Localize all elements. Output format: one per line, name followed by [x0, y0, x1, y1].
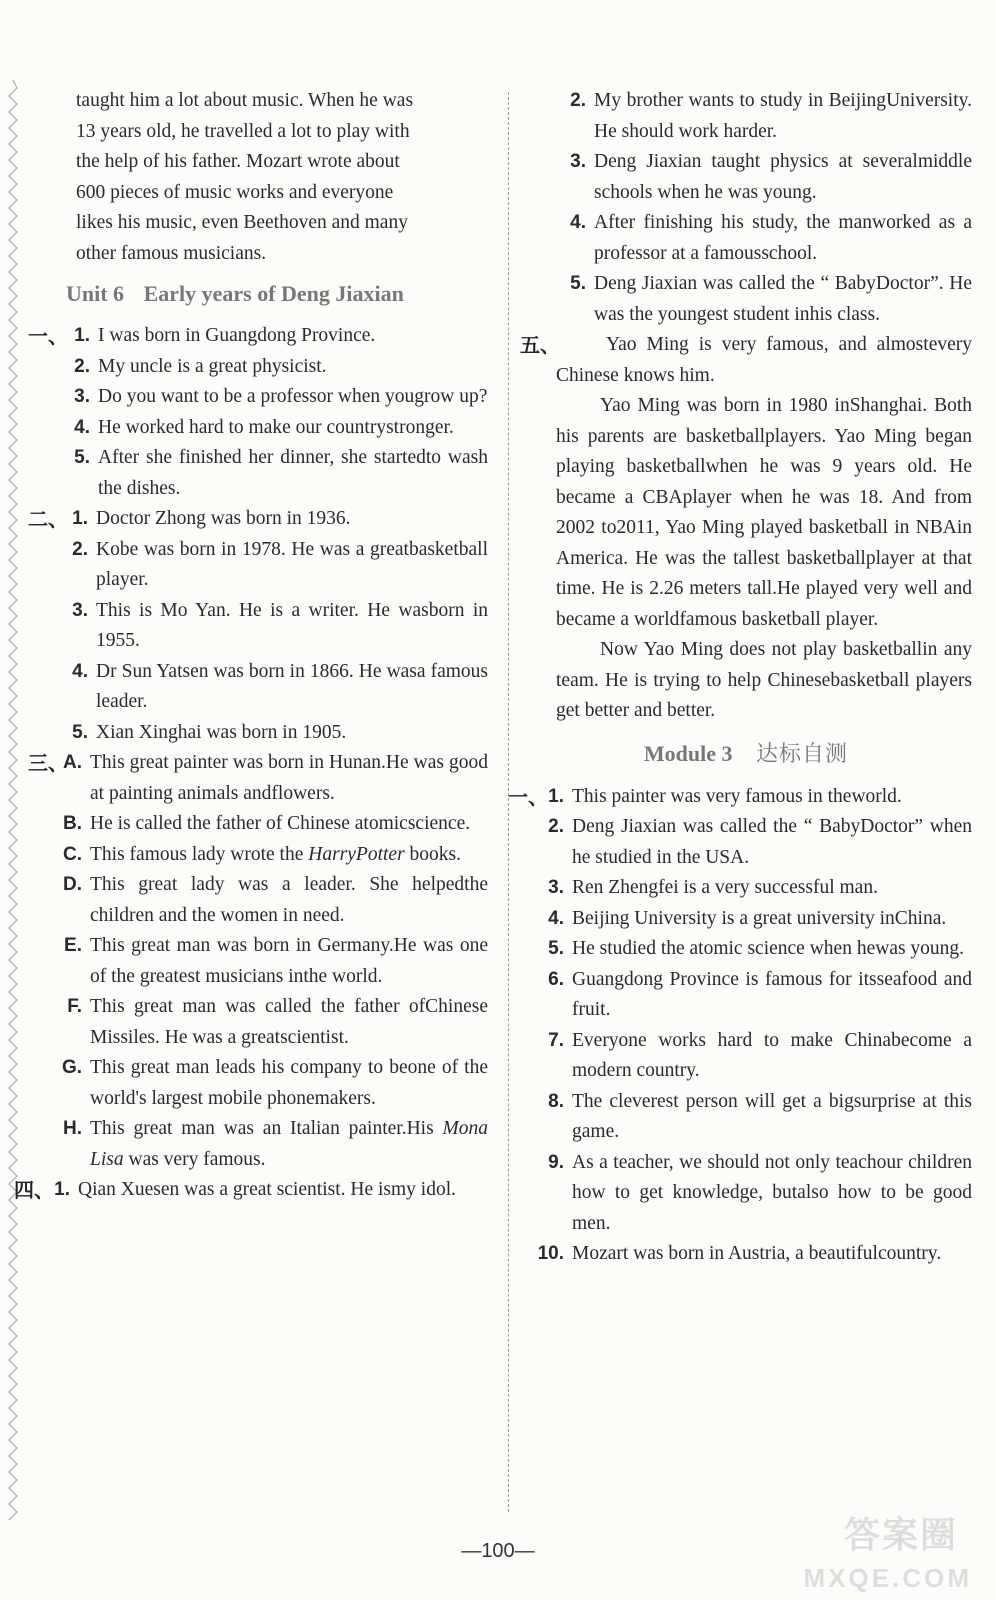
essay-line: player at that time. He is 2.26 meters tall. [556, 547, 972, 599]
intro-line: 600 pieces of music works and everyone [76, 181, 394, 203]
answer-item [28, 596, 488, 657]
essay-line: Yao Ming is very famous, and almost [606, 334, 929, 355]
item-line: Xian Xinghai was born in 1905. [96, 721, 347, 743]
item-text [96, 504, 488, 535]
item-number: 7. [548, 1029, 564, 1051]
item-text [572, 965, 972, 1026]
item-text [90, 1114, 488, 1175]
item-text [572, 1239, 972, 1270]
section-one [28, 321, 488, 504]
item-line: school. [761, 242, 818, 264]
item-text [98, 321, 488, 352]
section-four-continued [520, 86, 972, 330]
answer-item [520, 904, 972, 935]
item-text [572, 812, 972, 873]
item-text [90, 992, 488, 1053]
answer-item [28, 535, 488, 596]
item-line: Doctor” when he studied in the USA. [572, 816, 972, 868]
item-line: Everyone works hard to make China [572, 1029, 892, 1051]
section-marker: 三、 [28, 751, 68, 775]
item-text [572, 934, 972, 965]
section-marker: 四、 [14, 1178, 54, 1202]
section-five-essay [520, 330, 972, 727]
answer-item [28, 657, 488, 718]
item-line: This great lady was a leader. She helped [90, 874, 465, 895]
essay-line: Shanghai. Both his parents are basketball [556, 395, 972, 447]
item-text [96, 718, 488, 749]
module-heading [520, 739, 972, 770]
item-line: Deng Jiaxian was called the “ Baby [572, 816, 861, 837]
item-number: 8. [548, 1090, 564, 1112]
painting-title: Mona Lisa [90, 1118, 488, 1170]
item-number: 4. [74, 416, 90, 438]
item-number: 3. [72, 599, 88, 621]
essay-line: Yao Ming was born in 1980 in [600, 395, 850, 416]
intro-line: likes his music, even Beethoven and many [76, 212, 408, 233]
item-number: G. [61, 1057, 82, 1078]
section-four [14, 1175, 488, 1206]
item-line: Deng Jiaxian was called the “ Baby [594, 273, 876, 294]
item-number: 1. [74, 325, 90, 346]
intro-paragraph [28, 86, 488, 269]
essay-line: when he was 9 years old. He became a CBA [556, 456, 972, 508]
module-title: 达标自测 [756, 741, 849, 767]
item-line [90, 844, 356, 865]
item-line: This great man was called the father of [90, 996, 426, 1017]
answer-item [28, 443, 488, 504]
item-line: a famous leader. [96, 660, 488, 712]
item-number: 1. [548, 785, 564, 807]
item-text [78, 1175, 488, 1206]
item-text [572, 1087, 972, 1148]
item-number: 2. [548, 816, 564, 837]
item-number: F. [67, 996, 82, 1017]
essay [520, 330, 972, 727]
item-text [594, 86, 972, 147]
essay-line: basketball players get better and better. [556, 669, 972, 721]
section-marker: 一、 [508, 784, 548, 809]
answer-item [28, 931, 488, 992]
essay-line: every Chinese knows him. [556, 334, 972, 386]
item-number: 1. [72, 508, 88, 529]
item-text [594, 147, 972, 208]
answer-item [520, 1148, 972, 1240]
item-line: was young. [875, 938, 965, 959]
essay-line: 2011, Yao Ming played basketball in NBA [616, 517, 957, 538]
item-text [594, 269, 972, 330]
item-number: A. [63, 752, 82, 773]
item-number: 4. [72, 660, 88, 682]
item-line: seafood and fruit. [572, 968, 972, 1020]
item-text [90, 931, 488, 992]
item-line: Do you want to be a professor when you [98, 386, 415, 407]
item-line: middle schools when he was young. [594, 151, 972, 203]
item-number: 10. [537, 1243, 564, 1264]
item-number: 5. [570, 273, 586, 294]
item-line: his class. [809, 303, 880, 325]
book-title: Harry [308, 843, 356, 865]
item-line: Chinese Missiles. He was a great [90, 996, 488, 1048]
item-line: This great man was an Italian painter. [90, 1118, 407, 1139]
item-line [356, 844, 461, 865]
intro-line: other famous musicians. [76, 242, 267, 264]
item-line: He was good at painting animals and [90, 752, 488, 804]
item-line: makers. [314, 1087, 376, 1109]
watermark [786, 1506, 986, 1598]
item-text [572, 1148, 972, 1240]
item-text [96, 657, 488, 718]
item-line: Beijing University is a great university in [572, 907, 895, 929]
item-line: also how to be good men. [572, 1182, 972, 1234]
item-number: 2. [74, 355, 90, 377]
item-number: H. [63, 1118, 82, 1139]
item-line: flowers. [271, 782, 335, 804]
item-line: world. [851, 785, 902, 807]
item-line: the world. [303, 965, 383, 987]
answer-item [520, 934, 972, 965]
item-number: B. [63, 813, 82, 834]
item-text [90, 840, 488, 871]
answer-item [520, 1087, 972, 1148]
item-number: 5. [74, 447, 90, 468]
essay-line: Now Yao Ming does not play basketball [600, 639, 923, 660]
essay-line: players. Yao Ming began playing basketball [556, 425, 972, 477]
answer-item [28, 352, 488, 383]
item-text [96, 535, 488, 596]
answer-item [28, 1114, 488, 1175]
answer-item [28, 382, 488, 413]
essay-line: player when he was 18. And from 2002 to [556, 486, 972, 538]
essay-line: in America. He was the tallest basketball [556, 517, 973, 569]
item-line: He studied the atomic science when he [572, 938, 876, 959]
section-two [28, 504, 488, 748]
essay-paragraph [556, 330, 972, 391]
item-text [96, 596, 488, 657]
answer-item [28, 504, 488, 535]
answer-item [28, 840, 488, 871]
item-line-part: books. [404, 843, 462, 865]
module-label: Module 3 [643, 740, 733, 766]
watermark-site: MXQE.COM [803, 1563, 972, 1593]
item-number: 2. [72, 538, 88, 560]
item-line: This great painter was born in Hunan. [90, 752, 386, 773]
item-line: University. He should work harder. [594, 90, 972, 142]
right-column [508, 86, 973, 1270]
item-text [98, 413, 488, 444]
item-line: China. [894, 907, 947, 929]
item-text [572, 782, 972, 813]
item-line: Kobe was born in 1978. He was a great [96, 538, 409, 560]
answer-item [28, 870, 488, 931]
item-number: 4. [548, 907, 564, 929]
item-text [90, 1053, 488, 1114]
item-line: to wash the dishes. [98, 447, 488, 499]
item-line: This great man leads his company to be [90, 1057, 408, 1078]
item-text [572, 904, 972, 935]
section-marker: 一、 [28, 324, 68, 348]
answer-item [520, 208, 972, 269]
unit-title: Early years of Deng Jiaxian [143, 281, 404, 306]
answer-item [520, 812, 972, 873]
item-line: country. [877, 1243, 942, 1264]
answer-item [520, 1026, 972, 1087]
item-number: 5. [548, 938, 564, 959]
item-line: He worked hard to make our country [98, 416, 387, 438]
item-number: 1. [54, 1179, 70, 1200]
item-line: He was one of the greatest musicians in [90, 935, 488, 987]
item-text [98, 443, 488, 504]
item-line: our children how to get knowledge, but [572, 1151, 972, 1203]
item-line: Mozart was born in Austria, a beautiful [572, 1243, 878, 1264]
item-line: grow up? [414, 386, 488, 407]
answer-item [520, 965, 972, 1026]
item-number: 2. [570, 90, 586, 111]
unit-label: Unit 6 [66, 281, 125, 306]
item-line-part: This famous lady wrote the [90, 843, 309, 865]
item-text [98, 382, 488, 413]
answer-item [28, 809, 488, 840]
item-number: E. [64, 935, 82, 956]
answer-item [520, 873, 972, 904]
item-text [90, 748, 488, 809]
item-text [594, 208, 972, 269]
item-line: Qian Xuesen was a great scientist. He is [78, 1179, 391, 1200]
essay-paragraph [556, 391, 972, 635]
answer-item [520, 269, 972, 330]
essay-paragraph [556, 635, 972, 727]
item-line: This painter was very famous in the [572, 785, 852, 807]
item-number: 3. [570, 151, 586, 172]
essay-line: famous basketball player. [679, 608, 879, 630]
intro-line: 13 years old, he travelled a lot to play with [76, 120, 410, 142]
section-marker: 五、 [520, 333, 560, 357]
item-number: 3. [74, 386, 90, 407]
item-number: 6. [548, 968, 564, 990]
answer-item [520, 147, 972, 208]
section-marker: 二、 [28, 507, 68, 531]
item-line: Dr Sun Yatsen was born in 1866. He was [96, 660, 417, 682]
section-three [28, 748, 488, 1175]
item-line: scientist. [280, 1026, 349, 1048]
item-line: My brother wants to study in Beijing [594, 90, 887, 111]
item-line: As a teacher, we should not only teach [572, 1151, 877, 1173]
item-line: science. [407, 813, 471, 834]
unit-heading [28, 279, 488, 309]
answer-item [28, 748, 488, 809]
intro-line: the help of his father. Mozart wrote about [76, 151, 400, 172]
item-number: D. [63, 874, 82, 895]
answer-item [28, 321, 488, 352]
essay-line: He played very well and became a world [556, 578, 972, 630]
item-line: my idol. [391, 1179, 457, 1200]
answer-item [508, 782, 972, 813]
left-column [14, 86, 488, 1206]
item-line: one of the world's largest mobile phone [90, 1057, 488, 1109]
item-line: Doctor”. He was the youngest student in [594, 273, 972, 325]
binding-edge-decoration [6, 80, 20, 1520]
item-line: After finishing his study, the man [594, 212, 873, 233]
item-line: basketball player. [96, 538, 488, 590]
item-number: 9. [548, 1151, 564, 1173]
item-line: Ren Zhengfei is a very successful man. [572, 877, 878, 898]
answer-item [28, 1053, 488, 1114]
item-line: stronger. [386, 416, 454, 438]
item-number: 3. [548, 877, 564, 898]
item-line: This great man was born in Germany. [90, 935, 394, 956]
answer-item [28, 718, 488, 749]
item-line: the children and the women in need. [90, 874, 488, 926]
item-line: become a modern country. [572, 1029, 972, 1081]
watermark-logo: 答案圈 [843, 1515, 958, 1556]
item-line: Doctor Zhong was born in 1936. [96, 508, 351, 529]
essay-line: in any team. He is trying to help Chinese [556, 639, 972, 691]
item-line: This is Mo Yan. He is a writer. He was [96, 599, 429, 621]
item-line: surprise at this game. [572, 1090, 972, 1142]
item-text [90, 870, 488, 931]
item-line-part: was very famous. [123, 1148, 266, 1170]
item-line: The cleverest person will get a big [572, 1090, 854, 1112]
item-line: I was born in Guangdong Province. [98, 325, 376, 346]
item-text [98, 352, 488, 383]
item-line: After she finished her dinner, she started [98, 447, 426, 468]
item-text [90, 809, 488, 840]
item-line: Deng Jiaxian taught physics at several [594, 151, 918, 172]
module-section-one [508, 782, 972, 1270]
answer-item [28, 413, 488, 444]
answer-item [520, 1239, 972, 1270]
item-line: My uncle is a great physicist. [98, 355, 327, 377]
item-text [572, 873, 972, 904]
answer-item [28, 992, 488, 1053]
answer-item [520, 86, 972, 147]
item-line: born in 1955. [96, 599, 488, 651]
item-line-part: His [406, 1118, 443, 1139]
item-line: He is called the father of Chinese atomic [90, 813, 408, 834]
answer-item [14, 1175, 488, 1206]
item-number: 5. [72, 721, 88, 743]
item-number: 4. [570, 212, 586, 233]
book-title: Potter [355, 843, 405, 865]
intro-line: taught him a lot about music. When he was [76, 90, 414, 111]
item-line: Guangdong Province is famous for its [572, 968, 877, 990]
page-number: —100— [461, 1540, 535, 1562]
item-number: C. [63, 843, 82, 865]
item-text [572, 1026, 972, 1087]
item-line: worked as a professor at a famous [594, 212, 972, 264]
